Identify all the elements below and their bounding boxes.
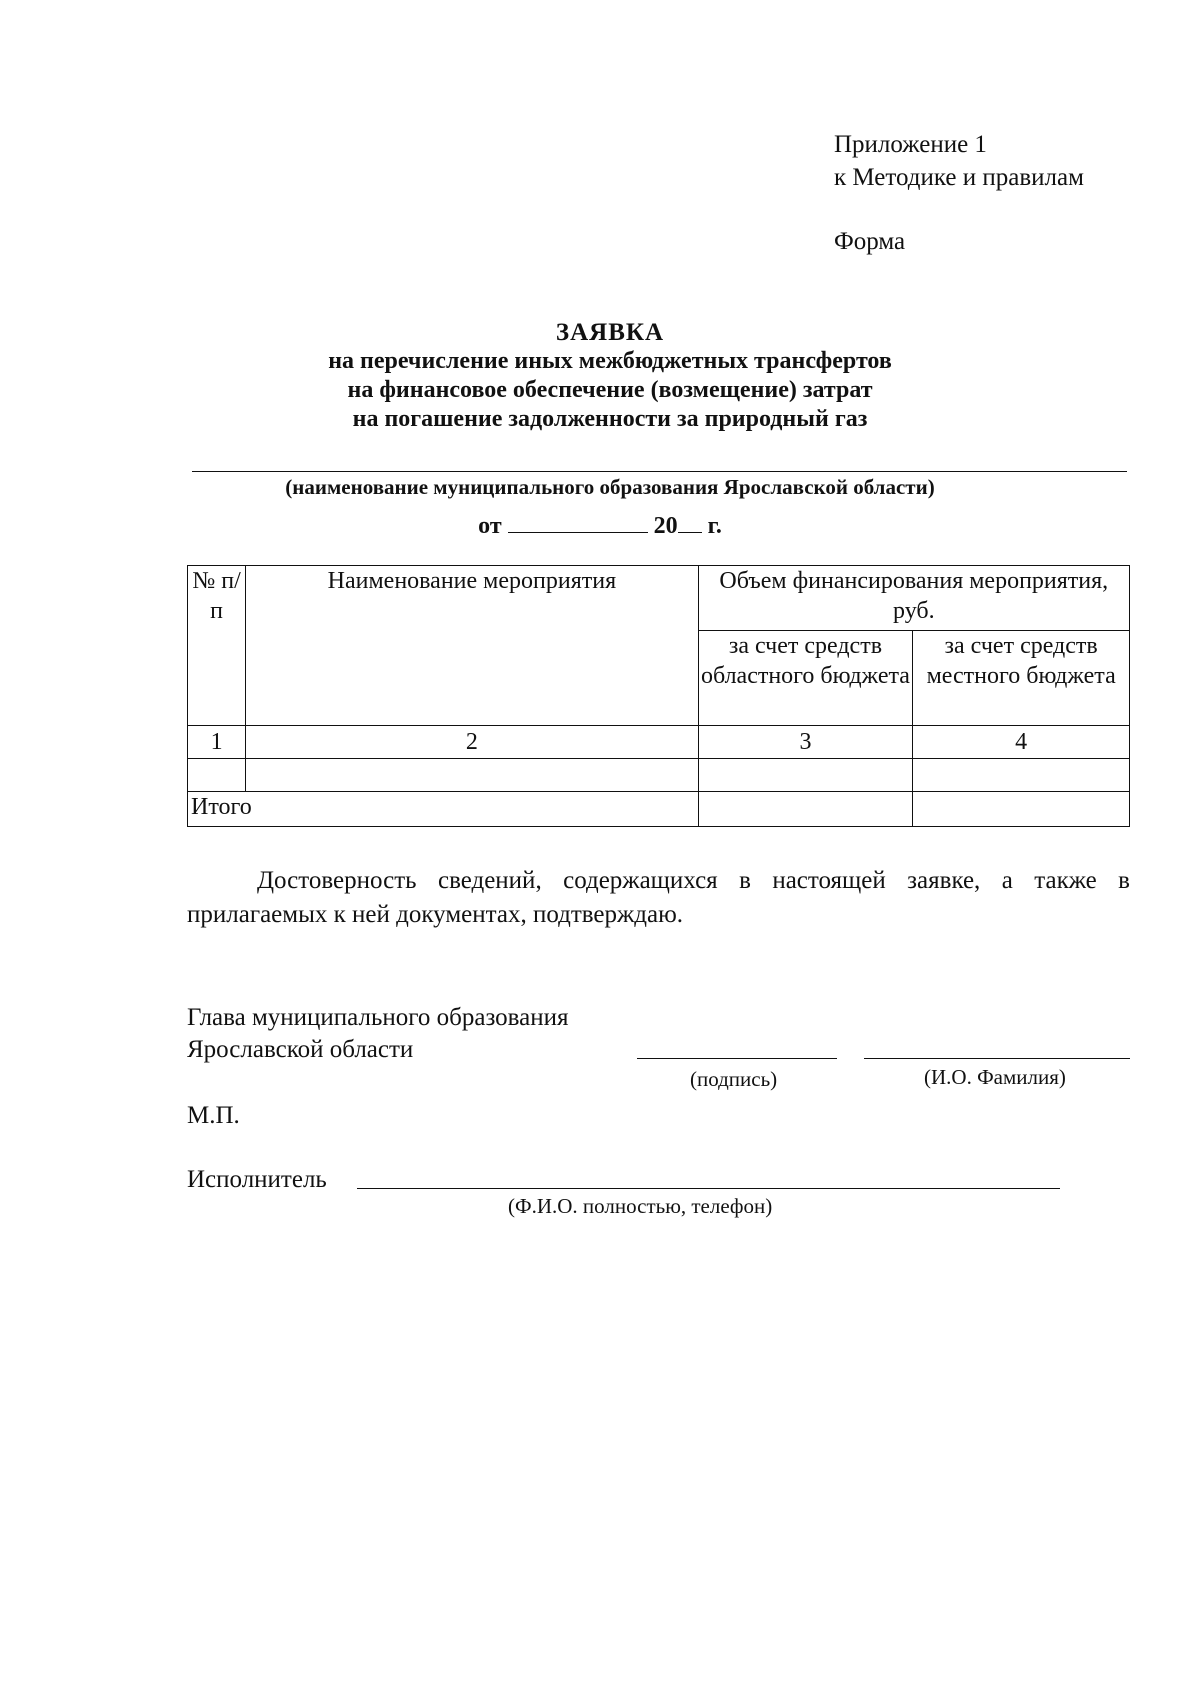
date-blank bbox=[508, 508, 648, 533]
executor-caption: (Ф.И.О. полностью, телефон) bbox=[508, 1194, 773, 1218]
date-prefix: от bbox=[478, 513, 502, 539]
column-index: 3 bbox=[698, 726, 913, 759]
document-title bbox=[190, 318, 1030, 434]
title-line-3: на погашение задолженности за природный газ bbox=[352, 406, 868, 432]
appendix-reference: к Методике и правилам bbox=[834, 164, 1084, 191]
seal-label: М.П. bbox=[187, 1102, 240, 1129]
title-line-1: на перечисление иных межбюджетных трансфертов bbox=[328, 348, 892, 374]
total-local-cell bbox=[913, 792, 1130, 827]
financing-table bbox=[187, 565, 1130, 827]
total-row bbox=[188, 792, 1130, 827]
head-title-line-2: Ярославской области bbox=[187, 1036, 414, 1063]
date-line bbox=[0, 508, 1200, 541]
executor-blank-line bbox=[357, 1188, 1060, 1189]
table-row bbox=[188, 759, 1130, 792]
column-index: 4 bbox=[913, 726, 1130, 759]
signature-caption: (подпись) bbox=[690, 1067, 778, 1091]
confirmation-statement: Достоверность сведений, содержащихся в настоящей заявке, а также в прилагаемых к ней документах, подтверждаю. bbox=[187, 867, 1130, 928]
title-heading: ЗАЯВКА bbox=[555, 319, 665, 346]
name-caption: (И.О. Фамилия) bbox=[924, 1065, 1066, 1089]
table-cell bbox=[188, 759, 246, 792]
header-regional-budget: за счет средств областного бюджета bbox=[698, 631, 913, 726]
date-suffix: г. bbox=[707, 513, 722, 539]
column-index-row bbox=[188, 726, 1130, 759]
header-number: № п/п bbox=[188, 566, 246, 726]
appendix-number: Приложение 1 bbox=[834, 131, 987, 158]
year-blank bbox=[678, 508, 702, 533]
total-regional-cell bbox=[698, 792, 913, 827]
executor-label: Исполнитель bbox=[187, 1166, 327, 1193]
municipality-caption: (наименование муниципального образования Ярославской области) bbox=[285, 475, 935, 499]
title-line-2: на финансовое обеспечение (возмещение) затрат bbox=[347, 377, 873, 403]
table-cell bbox=[246, 759, 698, 792]
form-label: Форма bbox=[834, 228, 906, 255]
header-local-budget: за счет средств местного бюджета bbox=[913, 631, 1130, 726]
signature-blank-line bbox=[637, 1058, 837, 1059]
header-activity-name: Наименование мероприятия bbox=[246, 566, 698, 726]
table-cell bbox=[913, 759, 1130, 792]
municipality-blank-line bbox=[192, 471, 1127, 472]
head-title-line-1: Глава муниципального образования bbox=[187, 1004, 569, 1031]
total-label: Итого bbox=[188, 792, 699, 827]
name-blank-line bbox=[864, 1058, 1130, 1059]
column-index: 2 bbox=[246, 726, 698, 759]
header-financing-volume: Объем финансирования мероприятия, руб. bbox=[698, 566, 1129, 631]
table-cell bbox=[698, 759, 913, 792]
year-prefix: 20 bbox=[653, 513, 678, 539]
column-index: 1 bbox=[188, 726, 246, 759]
